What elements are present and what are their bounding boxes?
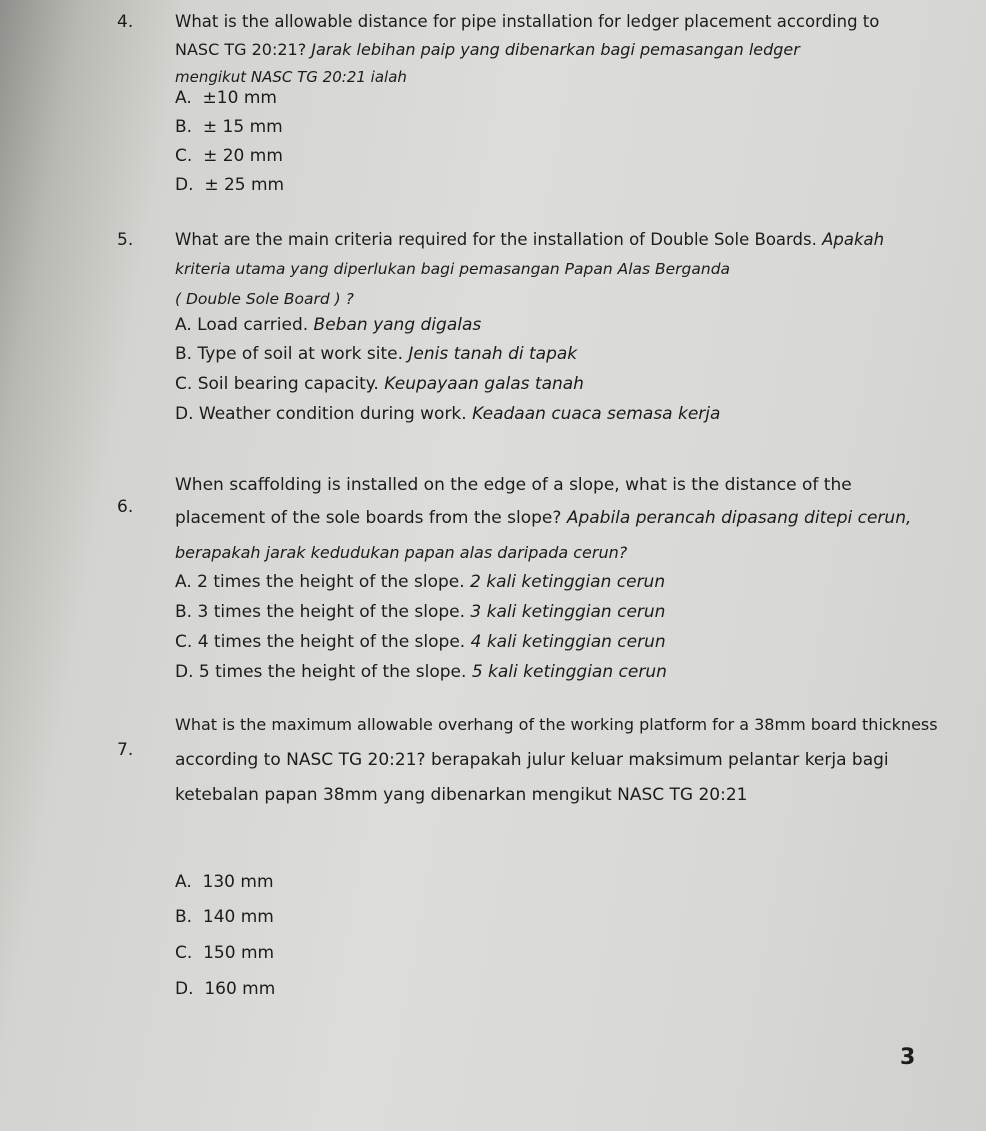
- question-number: 4.: [117, 12, 134, 32]
- option-c[interactable]: C. 150 mm: [175, 943, 275, 963]
- question-number: 7.: [117, 740, 134, 760]
- question-text-line: What is the maximum allowable overhang of the working platform for a 38mm board thickness: [175, 715, 938, 734]
- option-b[interactable]: B. 3 times the height of the slope. 3 kali ketinggian cerun: [175, 602, 666, 622]
- question-text-line: When scaffolding is installed on the edge of a slope, what is the distance of the: [175, 475, 852, 495]
- question-text-line: according to NASC TG 20:21? berapakah julur keluar maksimum pelantar kerja bagi: [175, 750, 889, 770]
- question-text-line: placement of the sole boards from the slope? Apabila perancah dipasang ditepi cerun,: [175, 508, 912, 528]
- option-b[interactable]: B. ± 15 mm: [175, 117, 283, 137]
- option-c[interactable]: C. Soil bearing capacity. Keupayaan galas tanah: [175, 374, 584, 394]
- option-c[interactable]: C. ± 20 mm: [175, 146, 283, 166]
- question-text-line: ketebalan papan 38mm yang dibenarkan mengikut NASC TG 20:21: [175, 785, 748, 805]
- question-text-line: NASC TG 20:21? Jarak lebihan paip yang dibenarkan bagi pemasangan ledger: [175, 40, 800, 59]
- option-a[interactable]: A. 130 mm: [175, 872, 274, 892]
- question-text-line: ( Double Sole Board ) ?: [175, 290, 354, 308]
- option-b[interactable]: B. Type of soil at work site. Jenis tanah di tapak: [175, 344, 578, 364]
- option-d[interactable]: D. ± 25 mm: [175, 175, 285, 195]
- question-text-line: What are the main criteria required for the installation of Double Sole Boards. Apakah: [175, 230, 885, 249]
- question-text-line: What is the allowable distance for pipe installation for ledger placement according to: [175, 12, 880, 31]
- option-a[interactable]: A. 2 times the height of the slope. 2 kali ketinggian cerun: [175, 572, 666, 592]
- option-c[interactable]: C. 4 times the height of the slope. 4 kali ketinggian cerun: [175, 632, 666, 652]
- question-text-line: berapakah jarak kedudukan papan alas daripada cerun?: [175, 543, 628, 562]
- question-text-line: kriteria utama yang diperlukan bagi pemasangan Papan Alas Berganda: [175, 260, 731, 278]
- question-number: 6.: [117, 497, 134, 517]
- question-number: 5.: [117, 230, 134, 250]
- option-a[interactable]: A. ±10 mm: [175, 88, 277, 108]
- option-d[interactable]: D. 5 times the height of the slope. 5 kali ketinggian cerun: [175, 662, 667, 682]
- option-b[interactable]: B. 140 mm: [175, 907, 274, 927]
- option-a[interactable]: A. Load carried. Beban yang digalas: [175, 315, 482, 335]
- option-d[interactable]: D. Weather condition during work. Keadaan cuaca semasa kerja: [175, 404, 721, 424]
- question-text-line: mengikut NASC TG 20:21 ialah: [175, 68, 407, 86]
- option-d[interactable]: D. 160 mm: [175, 979, 276, 999]
- page-number: 3: [900, 1045, 916, 1070]
